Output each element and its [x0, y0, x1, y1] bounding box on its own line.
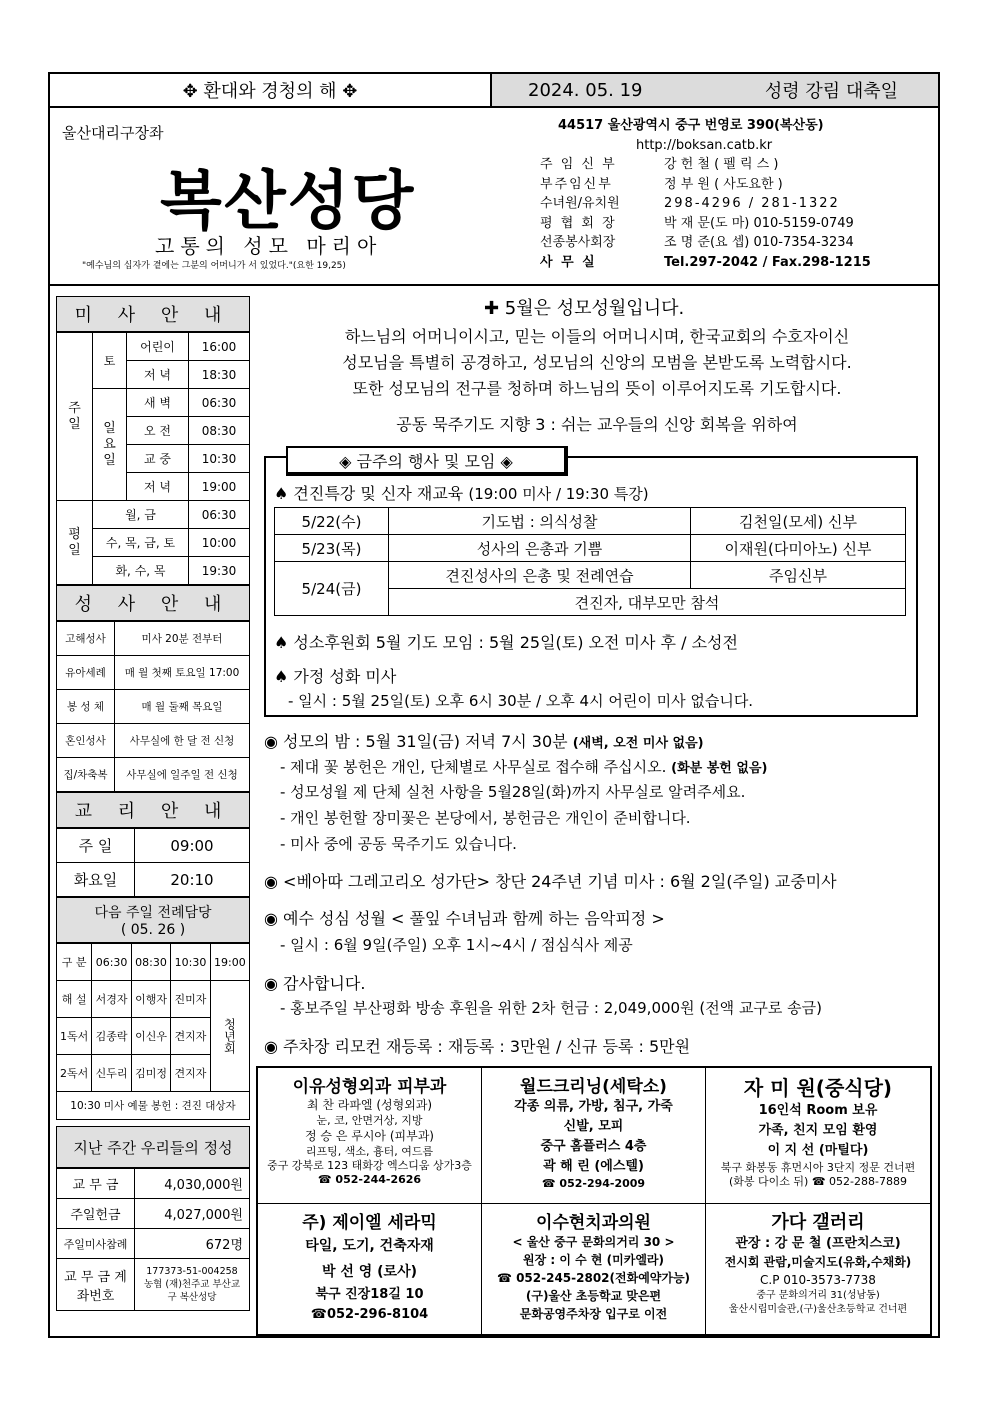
- top-bar: [48, 72, 940, 108]
- notice-4: ◉ 감사합니다.: [264, 974, 366, 993]
- offering-table: 교 무 금 4,030,000원 주일헌금 4,027,000원 주일미사참례 672명 교 무 금 계좌번호 177373-51-004258 농협 (재)천주교 부산교구 복산성당: [56, 1168, 250, 1311]
- website-url[interactable]: http://boksan.catb.kr: [636, 137, 773, 153]
- staff-row: 주 임 신 부 강 헌 철 ( 펠 릭 스 ): [540, 157, 779, 172]
- catechism-guide-title: 교 리 안 내: [56, 792, 250, 828]
- liturgy-duty-title: 다음 주일 전례담당 ( 05. 26 ): [56, 897, 250, 943]
- office-contact: 사 무 실 Tel.297-2042 / Fax.298-1215: [540, 254, 871, 270]
- notice-4-sub: - 홍보주일 부산평화 방송 후원을 위한 2차 헌금 : 2,049,000원 (전액 교구로 송금): [280, 999, 823, 1017]
- mass-schedule-table: 주 일 토 어린이 16:00 저 녁 18:30 일 요 일 새 벽 06:30 오 전 08:30 교 중 10:30 저 녁 19:00 평 일 월, 금 06:30 수, 목, 금, 토 10:00 화, 수, 목 19:30: [56, 332, 250, 585]
- month-title: ✚ 5월은 성모성월입니다.: [484, 298, 685, 319]
- staff-row: 부주임신부 정 부 원 ( 사도요한 ): [540, 176, 783, 192]
- event-1-table: 5/22(수) 기도법 : 의식성찰 김천일(모세) 신부 5/23(목) 성사의 은총과 기쁨 이재원(다미아노) 신부 5/24(금) 견진성사의 은총 및 전례연습 주임신부 견진자, 대부모만 참석: [274, 507, 906, 616]
- notice-1: ◉ 성모의 밤 : 5월 31일(금) 저녁 7시 30분 (새벽, 오전 미사 없음): [264, 732, 704, 751]
- notice-3: ◉ 예수 성심 성월 < 풀잎 수녀님과 함께 하는 음악피정 >: [264, 909, 665, 928]
- staff-row: 평 협 회 장 박 재 문(도 마) 010-5159-0749: [540, 215, 854, 231]
- notice-1-sub: - 제대 꽃 봉헌은 개인, 단체별로 사무실로 접수해 주십시오. (화분 봉헌 없음): [280, 758, 768, 776]
- notice-1-sub: - 성모성월 제 단체 실천 사항을 5월28일(화)까지 사무실로 알려주세요.: [280, 783, 746, 801]
- year-motto: ✥ 환대와 경청의 해 ✥: [50, 74, 492, 106]
- notice-1-sub: - 미사 중에 공동 묵주기도 있습니다.: [280, 835, 517, 853]
- youth-cell: 청년회: [210, 981, 249, 1092]
- notice-2: ◉ <베아따 그레고리오 성가단> 창단 24주년 기념 미사 : 6월 2일(주일) 교중미사: [264, 872, 837, 891]
- intro-text: 하느님의 어머니이시고, 믿는 이들의 어머니시며, 한국교회의 수호자이신 성모님을 특별히 공경하고, 성모님의 신앙의 모범을 본받도록 노력합시다. 또한 성모님의 전구를 청하며 하느님의 뜻이 이루어지도록 기도합시다.: [342, 327, 852, 398]
- event-1-title: ♠ 견진특강 및 신자 재교육 (19:00 미사 / 19:30 특강): [274, 484, 649, 503]
- event-3: ♠ 가정 성화 미사: [274, 667, 397, 686]
- address: 44517 울산광역시 중구 번영로 390(복산동): [558, 118, 824, 133]
- patron-name: 고통의 성모 마리아: [155, 234, 383, 258]
- diocese-label: 울산대리구장좌: [62, 124, 164, 142]
- sacrament-guide-title: 성 사 안 내: [56, 585, 250, 621]
- events-title: ◈ 금주의 행사 및 모임 ◈: [286, 446, 568, 476]
- ads-grid: [256, 1066, 932, 1336]
- date-bar: [492, 74, 938, 106]
- notice-5: ◉ 주차장 리모컨 재등록 : 재등록 : 3만원 / 신규 등록 : 5만원: [264, 1037, 691, 1056]
- mass-guide-title: 미 사 안 내: [56, 296, 250, 332]
- ad-restaurant: 자 미 원(중식당) 16인석 Room 보유 가족, 친지 모임 환영 이 지 선 (마틸다) 북구 화봉동 휴먼시아 3단지 정문 건너편 (화봉 다이소 뒤) ☎ 052-288-7889: [706, 1068, 930, 1204]
- parish-info: [540, 116, 930, 272]
- sacrament-table: 고해성사 미사 20분 전부터 유아세례 매 월 첫째 토요일 17:00 봉 성 체 매 월 둘째 목요일 혼인성사 사무실에 한 달 전 신청 집/차축복 사무실에 일주일 전 신청: [56, 621, 250, 792]
- ad-cleaning: 월드크리닝(세탁소) 각종 의류, 가방, 침구, 가죽 신발, 모피 중구 홈플러스 4층 곽 해 린 (에스텔) ☎ 052-294-2009: [482, 1068, 706, 1204]
- staff-row: 수녀원/유치원 298-4296 / 281-1322: [540, 196, 840, 211]
- sunday-label: 주 일: [57, 333, 93, 501]
- issue-date: 2024. 05. 19: [528, 79, 643, 101]
- liturgy-duty-table: 구 분 06:30 08:30 10:30 19:00 해 설 서경자 이행자 진미자 청년회 1독서 김종락 이신우 견지자 2독서 신두리 김미정 견지자 10:30 미사 예물 봉헌 : 견진 대상자: [56, 943, 250, 1120]
- sunday-sub-label: 일 요 일: [93, 389, 127, 501]
- event-3-detail: - 일시 : 5월 25일(토) 오후 6시 30분 / 오후 4시 어린이 미사 없습니다.: [288, 692, 754, 710]
- event-2: ♠ 성소후원회 5월 기도 모임 : 5월 25일(토) 오전 미사 후 / 소성전: [274, 633, 738, 652]
- ad-clinic-1: 이유성형외과 피부과 최 찬 라파엘 (성형외과) 눈, 코, 안면거상, 지방 정 승 은 루시아 (피부과) 리프팅, 색소, 흉터, 여드름 중구 강북로 123 태화강 엑스디움 상가3층 ☎ 052-244-2626: [258, 1068, 482, 1204]
- staff-row: 선종봉사회장 조 명 준(요 셉) 010-7354-3234: [540, 235, 854, 250]
- notice-1-sub: - 개인 봉헌할 장미꽃은 본당에서, 봉헌금은 개인이 준비합니다.: [280, 809, 691, 827]
- weekday-label: 평 일: [57, 501, 93, 585]
- notice-3-sub: - 일시 : 6월 9일(주일) 오후 1시~4시 / 점심식사 제공: [280, 936, 633, 954]
- ad-dental: 이수현치과의원 < 울산 중구 문화의거리 30 > 원장 : 이 수 현 (미카엘라) ☎ 052-245-2802(전화예약가능) (구)울산 초등학교 맞은편 문화공영주차장 입구로 이전: [482, 1204, 706, 1334]
- catechism-table: 주 일 09:00 화요일 20:10: [56, 828, 250, 897]
- offering-title: 지난 주간 우리들의 정성: [56, 1126, 250, 1168]
- sidebar: [56, 296, 250, 1311]
- parish-name: 복산성당: [160, 164, 416, 239]
- ad-ceramic: 주) 제이엘 세라믹 타일, 도기, 건축자재 박 선 영 (로사) 북구 진장18길 10 ☎052-296-8104: [258, 1204, 482, 1334]
- feast-name: 성령 강림 대축일: [764, 81, 898, 102]
- rosary-intention: 공동 묵주기도 지향 3 : 쉬는 교우들의 신앙 회복을 위하여: [396, 415, 798, 434]
- ad-gallery: 가다 갤러리 관장 : 강 문 철 (프란치스코) 전시회 관람,미술지도(유화,수채화) C.P 010-3573-7738 중구 문화의거리 31(성남동) 울산시립미술관,(구)울산초등학교 건너편: [724, 1212, 912, 1315]
- scripture-quote: "예수님의 십자가 곁에는 그분의 어머니가 서 있었다."(요한 19,25): [82, 261, 346, 271]
